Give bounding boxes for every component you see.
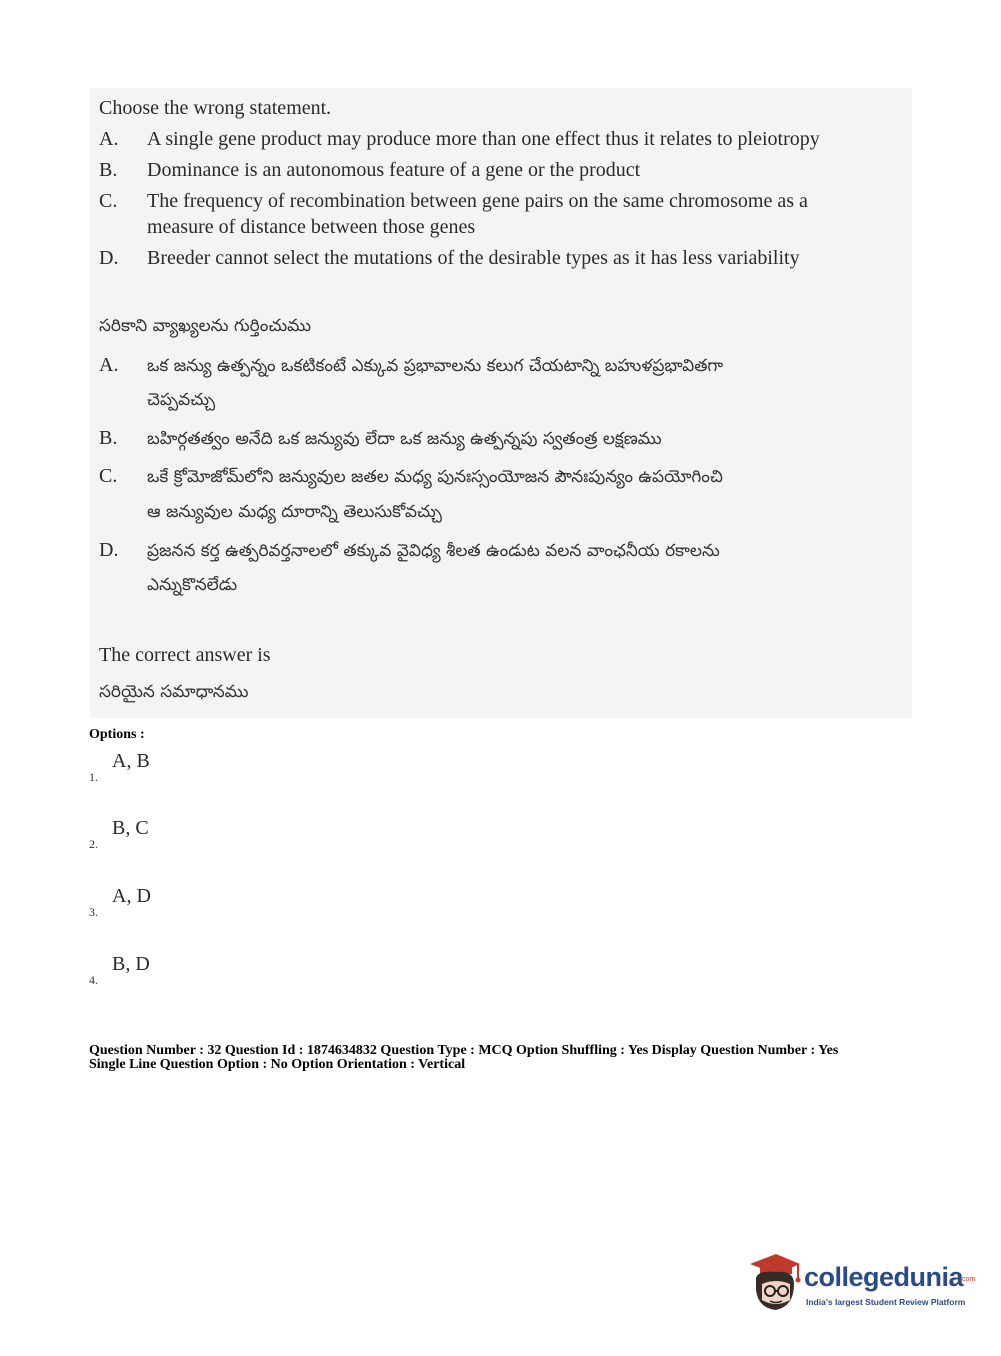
option-te-a-letter: A. [99, 354, 119, 376]
option-te-b-letter: B. [99, 427, 118, 449]
answer-label-en: The correct answer is [99, 644, 271, 666]
option-te-c-text-line1: ఒకే క్రోమోజోమ్‌లోని జన్యువుల జతల మధ్య పునఃస్సంయోజన పౌనఃపున్యం ఉపయోగించి [147, 467, 723, 487]
option-3-number: 3. [89, 905, 98, 919]
answer-label-te: సరియైన సమాధానము [99, 682, 249, 702]
option-te-b-text: బహిర్గతత్వం అనేది ఒక జన్యువు లేదా ఒక జన్యు ఉత్పన్నపు స్వతంత్ర లక్షణము [147, 429, 662, 449]
brand-domain: .com [960, 1276, 976, 1283]
question-metadata-line1: Question Number : 32 Question Id : 1874634832 Question Type : MCQ Option Shuffling : Yes Display Question Number : Yes [89, 1043, 839, 1058]
option-te-d-text-line2: ఎన్నుకొనలేడు [147, 575, 238, 595]
option-te-c-text-line2: ఆ జన్యువుల మధ్య దూరాన్ని తెలుసుకోవచ్చు [147, 502, 442, 522]
option-2-value[interactable]: B, C [112, 817, 149, 839]
option-en-d-letter: D. [99, 247, 119, 269]
option-en-c-text-line2: measure of distance between those genes [147, 216, 476, 238]
option-en-b-letter: B. [99, 159, 118, 181]
option-te-a-text-line1: ఒక జన్యు ఉత్పన్నం ఒకటికంటే ఎక్కువ ప్రభావాలను కలుగ చేయటాన్ని బహుళప్రభావితగా [147, 356, 724, 376]
option-1-number: 1. [89, 770, 98, 784]
option-4-number: 4. [89, 973, 98, 987]
option-en-c-text-line1: The frequency of recombination between gene pairs on the same chromosome as a [147, 190, 808, 212]
question-prompt-te: సరికాని వ్యాఖ్యలను గుర్తించుము [99, 316, 312, 336]
option-1-value[interactable]: A, B [112, 750, 150, 772]
options-heading: Options : [89, 727, 145, 742]
option-te-a-text-line2: చెప్పవచ్చు [147, 390, 216, 410]
brand-name: collegedunia [804, 1262, 964, 1292]
option-en-d-text: Breeder cannot select the mutations of the desirable types as it has less variability [147, 247, 800, 269]
option-en-c-letter: C. [99, 190, 118, 212]
option-2-number: 2. [89, 837, 98, 851]
collegedunia-logo[interactable] [742, 1250, 976, 1320]
option-te-d-text-line1: ప్రజనన కర్త ఉత్పరివర్తనాలలో తక్కువ వైవిధ్య శీలత ఉండుట వలన వాంఛనీయ రకాలను [147, 541, 720, 561]
option-en-b-text: Dominance is an autonomous feature of a gene or the product [147, 159, 641, 181]
option-te-c-letter: C. [99, 465, 118, 487]
option-3-value[interactable]: A, D [112, 885, 151, 907]
option-en-a-text: A single gene product may produce more than one effect thus it relates to pleiotropy [147, 128, 820, 150]
option-4-value[interactable]: B, D [112, 953, 150, 975]
question-prompt-en: Choose the wrong statement. [99, 97, 332, 119]
option-en-a-letter: A. [99, 128, 119, 150]
brand-tagline: India's largest Student Review Platform [806, 1297, 966, 1307]
mascot-icon [742, 1250, 802, 1320]
option-te-d-letter: D. [99, 539, 119, 561]
question-metadata-line2: Single Line Question Option : No Option Orientation : Vertical [89, 1057, 466, 1072]
question-image [90, 88, 912, 718]
